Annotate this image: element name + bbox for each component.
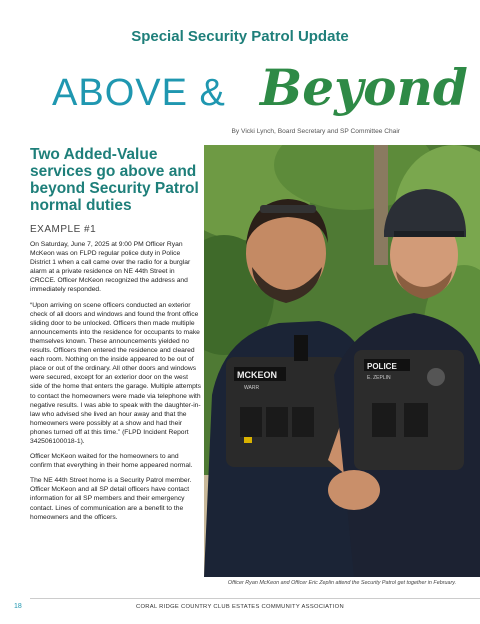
- footer-divider: [30, 598, 480, 599]
- masthead-above: ABOVE &: [52, 72, 226, 114]
- article-paragraph-1: On Saturday, June 7, 2025 at 9:00 PM Officer Ryan McKeon was on FLPD regular police duty in Police District 1 when a call came over the radio for a burglar alarm at a private residence on NE 44th Street in CRCCE. Officer McKeon recognized the address and immediately responded.: [30, 241, 191, 294]
- example-label: EXAMPLE #1: [30, 224, 97, 235]
- right-officer-vest-text: POLICE: [367, 362, 397, 371]
- masthead-beyond: Beyond: [260, 58, 468, 117]
- footer-publication: CORAL RIDGE COUNTRY CLUB ESTATES COMMUNITY ASSOCIATION: [136, 604, 344, 610]
- page-number: 18: [14, 603, 22, 610]
- left-officer-badge: WARR: [244, 385, 260, 391]
- section-header: Special Security Patrol Update: [131, 28, 349, 45]
- officers-photo-illustration: [204, 145, 480, 577]
- article-paragraph-4: The NE 44th Street home is a Security Patrol member. Officer McKeon and all SP detail officers have contact information for all SP members and their emergency contact. Lines of communication are a benefit to the homeowners and the officers.: [30, 477, 192, 521]
- left-officer-nameplate: MCKEON: [237, 370, 277, 380]
- officers-photo: [204, 145, 480, 577]
- byline: By Vicki Lynch, Board Secretary and SP Committee Chair: [231, 128, 400, 135]
- photo-caption: Officer Ryan McKeon and Officer Eric Zeplin attend the Security Patrol get together in February.: [227, 580, 457, 586]
- right-officer-sub-text: E. ZEPLIN: [367, 375, 391, 381]
- article-headline: Two Added-Value services go above and beyond Security Patrol normal duties: [30, 146, 199, 214]
- article-paragraph-2: “Upon arriving on scene officers conducted an exterior check of all doors and windows and found the front office sliding door to be unlocked. Officers then made multiple announcements into the residence for occupants to make themselves known. These announcements yielded no results. Officers then entered the residence and cleared each room. Nothing on the inside appeared to be out of place or out of the ordinary. All other doors and windows were secured, except for an exterior door on the west side of the home that enters the garage. Multiple attempts to contact the homeowners were made via telephone with negative results. I was able to speak with the daughter-in-law who advised she lived an hour away and that the homeowners were possibly at a show and had their phones turned off at this time.” (FLPD Incident Report 342506100018-1).: [30, 301, 202, 445]
- article-paragraph-3: Officer McKeon waited for the homeowners to and confirm that everything in their home appeared normal.: [30, 453, 193, 470]
- article-column: [30, 146, 202, 528]
